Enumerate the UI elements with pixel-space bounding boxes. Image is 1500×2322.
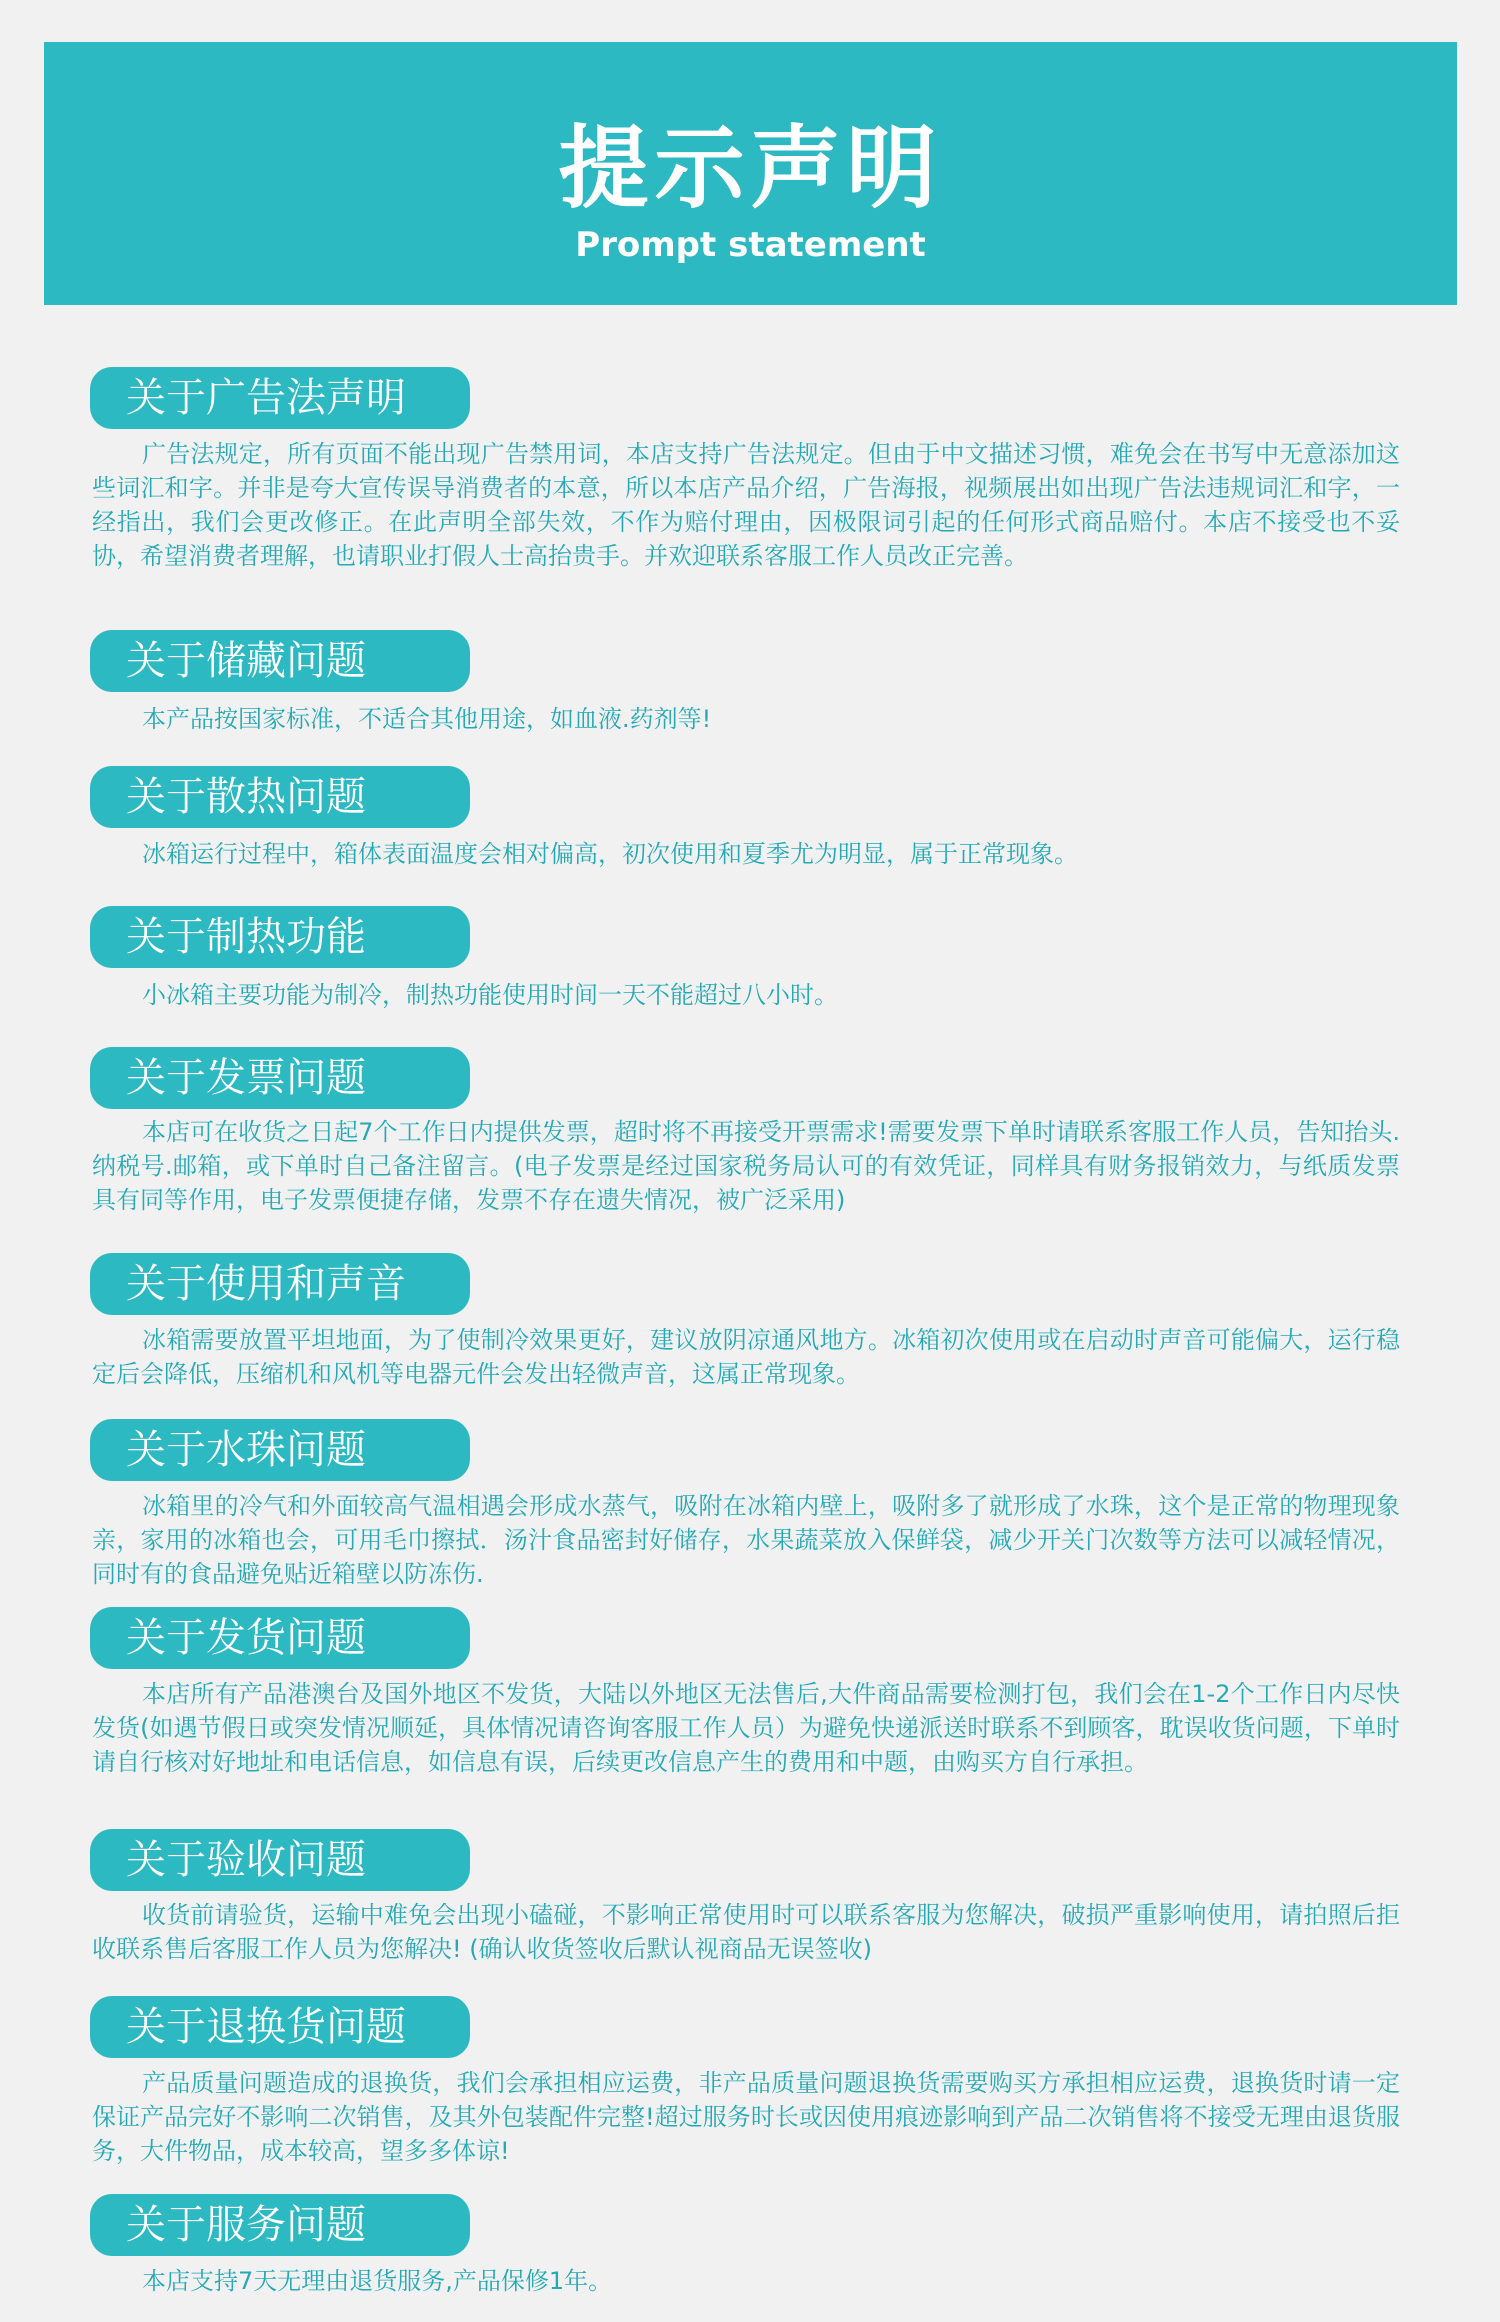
section-title: 关于水珠问题 xyxy=(90,1419,470,1481)
section-text: 本产品按国家标准，不适合其他用途，如血液.药剂等! xyxy=(142,705,712,733)
section-text: 冰箱需要放置平坦地面，为了使制冷效果更好，建议放阴凉通风地方。冰箱初次使用或在启动时声音可能偏大，运行稳定后会降低，压缩机和风机等电器元件会发出轻微声音，这属正常现象。 xyxy=(92,1326,1400,1388)
section-text: 收货前请验货，运输中难免会出现小磕碰，不影响正常使用时可以联系客服为您解决，破损严重影响使用，请拍照后拒收联系售后客服工作人员为您解决! (确认收货签收后默认视商品无误签收) xyxy=(92,1901,1400,1963)
section-title: 关于使用和声音 xyxy=(90,1253,470,1315)
section-title: 关于制热功能 xyxy=(90,906,470,968)
section-title: 关于验收问题 xyxy=(90,1829,470,1891)
section-text: 本店可在收货之日起7个工作日内提供发票，超时将不再接受开票需求!需要发票下单时请联系客服工作人员，告知抬头.纳税号.邮箱，或下单时自己备注留言。(电子发票是经过国家税务局认可的有效凭证，同样具有财务报销效力，与纸质发票具有同等作用，电子发票便捷存储，发票不存在遗失情况，被广泛采用) xyxy=(92,1118,1400,1214)
section-title: 关于广告法声明 xyxy=(90,367,470,429)
section-text: 广告法规定，所有页面不能出现广告禁用词，本店支持广告法规定。但由于中文描述习惯，难免会在书写中无意添加这些词汇和字。并非是夸大宣传误导消费者的本意，所以本店产品介绍，广告海报，视频展出如出现广告法违规词汇和字，一经指出，我们会更改修正。在此声明全部失效，不作为赔付理由，因极限词引起的任何形式商品赔付。本店不接受也不妥协，希望消费者理解，也请职业打假人士高抬贵手。并欢迎联系客服工作人员改正完善。 xyxy=(92,440,1400,570)
page-title: 提示声明 xyxy=(558,116,943,221)
section-title: 关于退换货问题 xyxy=(90,1996,470,2058)
section-text: 小冰箱主要功能为制冷，制热功能使用时间一天不能超过八小时。 xyxy=(142,981,838,1009)
section-title: 关于发货问题 xyxy=(90,1607,470,1669)
section-title: 关于服务问题 xyxy=(90,2194,470,2256)
section-text: 本店支持7天无理由退货服务,产品保修1年。 xyxy=(142,2267,613,2295)
section-text: 冰箱里的冷气和外面较高气温相遇会形成水蒸气，吸附在冰箱内壁上，吸附多了就形成了水珠，这个是正常的物理现象亲，家用的冰箱也会，可用毛巾擦拭．汤汁食品密封好储存，水果蔬菜放入保鲜袋，减少开关门次数等方法可以减轻情况，同时有的食品避免贴近箱壁以防冻伤. xyxy=(92,1492,1400,1588)
section-text: 本店所有产品港澳台及国外地区不发货，大陆以外地区无法售后,大件商品需要检测打包，我们会在1-2个工作日内尽快发货(如遇节假日或突发情况顺延，具体情况请咨询客服工作人员）为避免快递派送时联系不到顾客，耽误收货问题，下单时请自行核对好地址和电话信息，如信息有误，后续更改信息产生的费用和中题，由购买方自行承担。 xyxy=(92,1680,1400,1776)
section-title: 关于储藏问题 xyxy=(90,630,470,692)
section-text: 冰箱运行过程中，箱体表面温度会相对偏高，初次使用和夏季尤为明显，属于正常现象。 xyxy=(142,840,1078,868)
section-title: 关于发票问题 xyxy=(90,1047,470,1109)
section-text: 产品质量问题造成的退换货，我们会承担相应运费，非产品质量问题退换货需要购买方承担相应运费，退换货时请一定保证产品完好不影响二次销售，及其外包装配件完整!超过服务时长或因使用痕迹影响到产品二次销售将不接受无理由退货服务，大件物品，成本较高，望多多体谅! xyxy=(92,2069,1400,2165)
section-title: 关于散热问题 xyxy=(90,766,470,828)
page-subtitle: Prompt statement xyxy=(575,225,926,265)
